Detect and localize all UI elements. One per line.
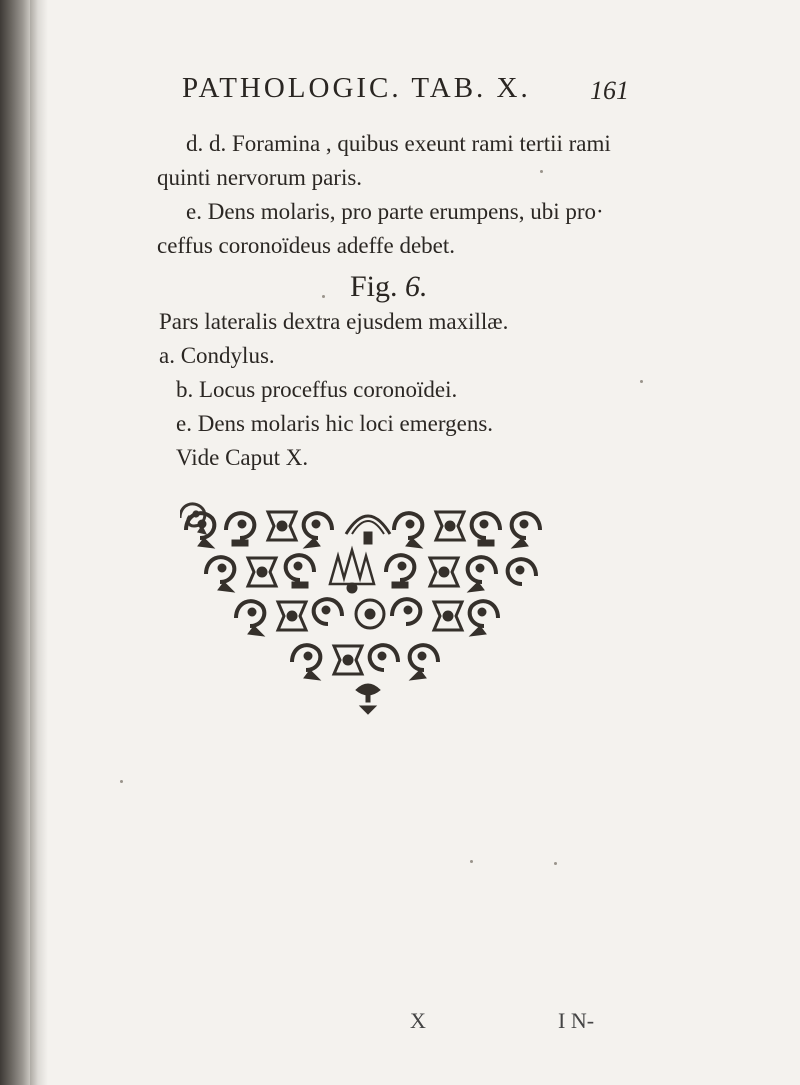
catchword: I N- (558, 1008, 595, 1033)
paper-speck (640, 380, 643, 383)
cross-reference: Vide Caput X. (176, 445, 309, 470)
text-line-2: quinti nervorum paris. (157, 165, 363, 190)
text-line-4: ceffus coronoïdeus adeffe debet. (157, 233, 456, 258)
legend-item-a: a. Condylus. (159, 343, 275, 368)
paper-speck (554, 862, 557, 865)
paper-speck (470, 860, 473, 863)
figure-title (350, 270, 428, 304)
paper-speck (322, 295, 325, 298)
text-line-1: d. d. Foramina , quibus exeunt rami tertii rami (186, 131, 611, 156)
running-title: PATHOLOGIC. TAB. X. (182, 72, 531, 104)
page-number: 161 (590, 76, 629, 105)
text-line-3: e. Dens molaris, pro parte erumpens, ubi pro· (186, 199, 604, 224)
legend-item-e: e. Dens molaris hic loci emergens. (176, 411, 494, 436)
fleuron-tailpiece-icon (180, 500, 560, 715)
paper-speck (540, 170, 543, 173)
signature-mark: X (410, 1008, 426, 1033)
paper-speck (120, 780, 123, 783)
gutter-shadow (30, 0, 48, 1085)
figure-caption: Pars lateralis dextra ejusdem maxillæ. (159, 309, 509, 334)
figure-number: 6. (405, 270, 428, 303)
legend-item-b: b. Locus proceffus coronoïdei. (176, 377, 458, 402)
figure-label: Fig. (350, 270, 398, 303)
